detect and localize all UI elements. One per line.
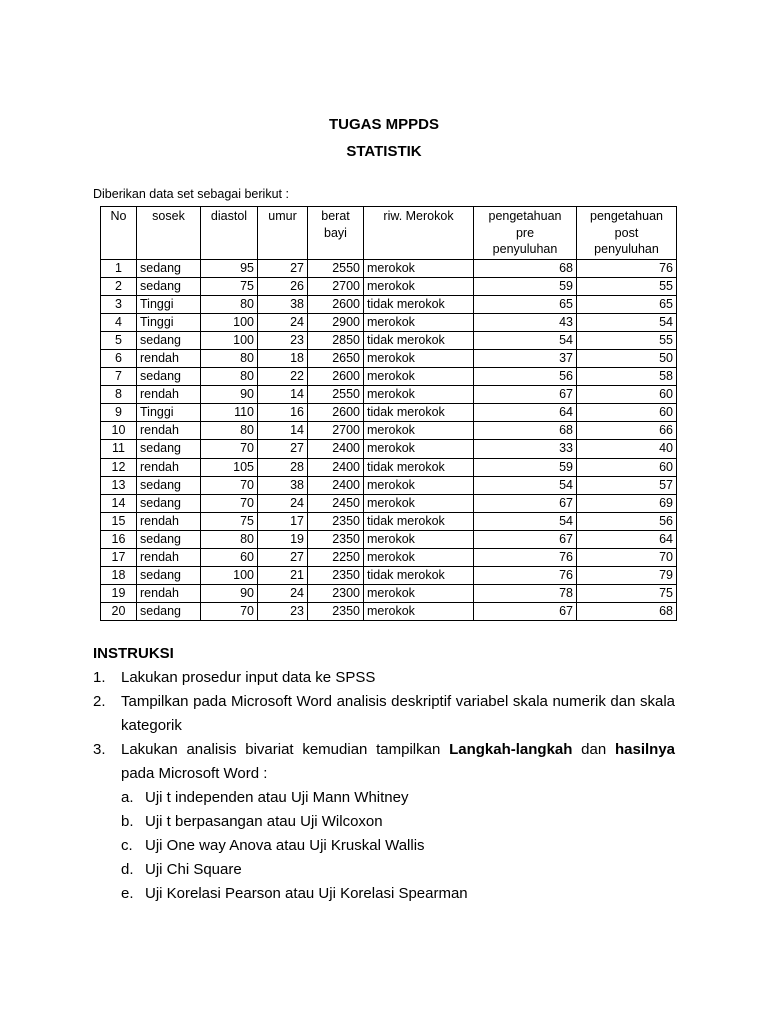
- cell-diastol: 80: [201, 368, 258, 386]
- table-row: [101, 277, 677, 295]
- cell-berat-bayi: 2400: [308, 440, 364, 458]
- sub-instruction-text: Uji Chi Square: [145, 861, 242, 878]
- cell-no: 19: [101, 585, 137, 603]
- cell-no: 6: [101, 349, 137, 367]
- instruction-bold-results: hasilnya: [614, 741, 675, 758]
- table-row: [101, 494, 677, 512]
- cell-no: 14: [101, 494, 137, 512]
- cell-pre: 59: [474, 277, 577, 295]
- cell-riw-merokok: tidak merokok: [364, 567, 474, 585]
- table-row: [101, 422, 677, 440]
- cell-post: 50: [577, 349, 677, 367]
- col-header-riw-merokok: riw. Merokok: [364, 207, 474, 260]
- table-row: [101, 458, 677, 476]
- cell-berat-bayi: 2650: [308, 349, 364, 367]
- cell-berat-bayi: 2350: [308, 530, 364, 548]
- cell-pre: 54: [474, 331, 577, 349]
- col-header-no: No: [101, 207, 137, 260]
- cell-umur: 21: [258, 567, 308, 585]
- instruction-number: 3.: [93, 741, 106, 758]
- cell-berat-bayi: 2850: [308, 331, 364, 349]
- cell-no: 20: [101, 603, 137, 621]
- cell-post: 66: [577, 422, 677, 440]
- cell-sosek: rendah: [137, 512, 201, 530]
- cell-umur: 24: [258, 313, 308, 331]
- cell-umur: 23: [258, 331, 308, 349]
- table-body: [101, 259, 677, 621]
- cell-diastol: 75: [201, 277, 258, 295]
- instruction-item: [93, 666, 675, 690]
- cell-umur: 24: [258, 494, 308, 512]
- cell-riw-merokok: merokok: [364, 422, 474, 440]
- cell-no: 10: [101, 422, 137, 440]
- cell-diastol: 100: [201, 331, 258, 349]
- sub-instruction-item: [121, 834, 675, 858]
- cell-berat-bayi: 2550: [308, 259, 364, 277]
- cell-sosek: sedang: [137, 331, 201, 349]
- cell-post: 55: [577, 331, 677, 349]
- cell-riw-merokok: merokok: [364, 386, 474, 404]
- sub-instruction-item: [121, 858, 675, 882]
- instruction-text: Tampilkan pada Microsoft Word analisis deskriptif variabel skala numerik dan skala kategorik: [121, 693, 675, 734]
- cell-diastol: 90: [201, 386, 258, 404]
- cell-riw-merokok: merokok: [364, 277, 474, 295]
- cell-umur: 26: [258, 277, 308, 295]
- cell-berat-bayi: 2400: [308, 458, 364, 476]
- cell-sosek: rendah: [137, 549, 201, 567]
- cell-no: 9: [101, 404, 137, 422]
- cell-post: 65: [577, 295, 677, 313]
- table-row: [101, 512, 677, 530]
- cell-riw-merokok: merokok: [364, 349, 474, 367]
- cell-pre: 65: [474, 295, 577, 313]
- cell-sosek: rendah: [137, 585, 201, 603]
- instruction-text: Lakukan prosedur input data ke SPSS: [121, 669, 376, 686]
- table-row: [101, 404, 677, 422]
- cell-pre: 76: [474, 549, 577, 567]
- cell-pre: 64: [474, 404, 577, 422]
- cell-pre: 43: [474, 313, 577, 331]
- cell-berat-bayi: 2350: [308, 512, 364, 530]
- cell-post: 79: [577, 567, 677, 585]
- table-row: [101, 440, 677, 458]
- cell-diastol: 95: [201, 259, 258, 277]
- cell-post: 69: [577, 494, 677, 512]
- data-table: [100, 206, 677, 621]
- cell-umur: 27: [258, 440, 308, 458]
- instruction-text-part: dan: [572, 741, 615, 758]
- cell-pre: 33: [474, 440, 577, 458]
- cell-berat-bayi: 2300: [308, 585, 364, 603]
- table-row: [101, 313, 677, 331]
- cell-sosek: Tinggi: [137, 313, 201, 331]
- cell-riw-merokok: merokok: [364, 549, 474, 567]
- cell-berat-bayi: 2350: [308, 567, 364, 585]
- cell-berat-bayi: 2600: [308, 295, 364, 313]
- cell-umur: 22: [258, 368, 308, 386]
- cell-pre: 59: [474, 458, 577, 476]
- cell-no: 15: [101, 512, 137, 530]
- cell-umur: 19: [258, 530, 308, 548]
- cell-post: 60: [577, 386, 677, 404]
- instruction-text-part: Lakukan analisis bivariat kemudian tampilkan: [121, 741, 450, 758]
- cell-umur: 14: [258, 422, 308, 440]
- cell-sosek: Tinggi: [137, 404, 201, 422]
- cell-post: 60: [577, 404, 677, 422]
- cell-riw-merokok: merokok: [364, 476, 474, 494]
- cell-diastol: 110: [201, 404, 258, 422]
- cell-diastol: 70: [201, 476, 258, 494]
- table-row: [101, 259, 677, 277]
- table-row: [101, 530, 677, 548]
- cell-pre: 78: [474, 585, 577, 603]
- cell-berat-bayi: 2600: [308, 404, 364, 422]
- instruction-bold-steps: Langkah-langkah: [449, 741, 573, 758]
- cell-post: 57: [577, 476, 677, 494]
- col-header-diastol: diastol: [201, 207, 258, 260]
- table-row: [101, 295, 677, 313]
- cell-no: 3: [101, 295, 137, 313]
- cell-riw-merokok: tidak merokok: [364, 404, 474, 422]
- cell-riw-merokok: merokok: [364, 603, 474, 621]
- cell-post: 64: [577, 530, 677, 548]
- table-row: [101, 386, 677, 404]
- cell-diastol: 70: [201, 494, 258, 512]
- sub-instruction-item: [121, 882, 675, 906]
- cell-no: 18: [101, 567, 137, 585]
- cell-sosek: rendah: [137, 422, 201, 440]
- cell-sosek: sedang: [137, 259, 201, 277]
- document-subtitle: STATISTIK: [346, 143, 422, 160]
- instructions-heading: INSTRUKSI: [93, 645, 174, 662]
- cell-riw-merokok: merokok: [364, 530, 474, 548]
- cell-pre: 76: [474, 567, 577, 585]
- col-header-berat-bayi: berat bayi: [308, 207, 364, 260]
- sub-instruction-text: Uji t berpasangan atau Uji Wilcoxon: [145, 813, 383, 830]
- cell-umur: 17: [258, 512, 308, 530]
- cell-sosek: sedang: [137, 603, 201, 621]
- cell-riw-merokok: merokok: [364, 494, 474, 512]
- cell-diastol: 70: [201, 440, 258, 458]
- sub-instruction-letter: e.: [121, 885, 134, 902]
- cell-pre: 56: [474, 368, 577, 386]
- cell-diastol: 75: [201, 512, 258, 530]
- table-row: [101, 368, 677, 386]
- cell-berat-bayi: 2400: [308, 476, 364, 494]
- table-row: [101, 585, 677, 603]
- cell-riw-merokok: merokok: [364, 313, 474, 331]
- cell-berat-bayi: 2450: [308, 494, 364, 512]
- cell-no: 4: [101, 313, 137, 331]
- cell-riw-merokok: merokok: [364, 440, 474, 458]
- cell-diastol: 100: [201, 313, 258, 331]
- instruction-text-part: pada Microsoft Word :: [121, 765, 268, 782]
- cell-post: 70: [577, 549, 677, 567]
- cell-sosek: sedang: [137, 440, 201, 458]
- cell-pre: 68: [474, 259, 577, 277]
- cell-diastol: 105: [201, 458, 258, 476]
- cell-berat-bayi: 2700: [308, 422, 364, 440]
- table-row: [101, 567, 677, 585]
- cell-post: 76: [577, 259, 677, 277]
- cell-riw-merokok: tidak merokok: [364, 458, 474, 476]
- cell-umur: 28: [258, 458, 308, 476]
- cell-pre: 68: [474, 422, 577, 440]
- table-header-row: [101, 207, 677, 260]
- cell-sosek: sedang: [137, 494, 201, 512]
- cell-pre: 54: [474, 512, 577, 530]
- sub-instruction-letter: c.: [121, 837, 133, 854]
- cell-berat-bayi: 2550: [308, 386, 364, 404]
- sub-instruction-text: Uji One way Anova atau Uji Kruskal Wallis: [145, 837, 425, 854]
- intro-text: Diberikan data set sebagai berikut :: [93, 187, 289, 201]
- cell-no: 16: [101, 530, 137, 548]
- sub-instruction-letter: a.: [121, 789, 134, 806]
- cell-umur: 16: [258, 404, 308, 422]
- cell-post: 58: [577, 368, 677, 386]
- cell-berat-bayi: 2700: [308, 277, 364, 295]
- cell-post: 40: [577, 440, 677, 458]
- cell-post: 68: [577, 603, 677, 621]
- cell-umur: 27: [258, 259, 308, 277]
- col-header-sosek: sosek: [137, 207, 201, 260]
- cell-no: 11: [101, 440, 137, 458]
- table-row: [101, 603, 677, 621]
- cell-diastol: 90: [201, 585, 258, 603]
- cell-no: 7: [101, 368, 137, 386]
- cell-berat-bayi: 2250: [308, 549, 364, 567]
- cell-post: 60: [577, 458, 677, 476]
- cell-sosek: sedang: [137, 530, 201, 548]
- sub-instruction-item: [121, 810, 675, 834]
- cell-diastol: 80: [201, 422, 258, 440]
- cell-sosek: sedang: [137, 277, 201, 295]
- cell-diastol: 80: [201, 295, 258, 313]
- sub-instruction-letter: d.: [121, 861, 134, 878]
- cell-no: 8: [101, 386, 137, 404]
- sub-instruction-letter: b.: [121, 813, 134, 830]
- cell-riw-merokok: merokok: [364, 259, 474, 277]
- table-row: [101, 349, 677, 367]
- instructions-list: [93, 666, 675, 906]
- cell-no: 5: [101, 331, 137, 349]
- sub-instruction-item: [121, 786, 675, 810]
- cell-post: 75: [577, 585, 677, 603]
- document-title: TUGAS MPPDS: [328, 116, 439, 133]
- cell-sosek: rendah: [137, 458, 201, 476]
- cell-diastol: 80: [201, 349, 258, 367]
- cell-diastol: 70: [201, 603, 258, 621]
- cell-no: 2: [101, 277, 137, 295]
- cell-no: 12: [101, 458, 137, 476]
- cell-pre: 67: [474, 494, 577, 512]
- col-header-pre: pengetahuan pre penyuluhan: [474, 207, 577, 260]
- sub-instructions-list: [121, 786, 675, 906]
- cell-diastol: 60: [201, 549, 258, 567]
- cell-sosek: Tinggi: [137, 295, 201, 313]
- cell-riw-merokok: merokok: [364, 368, 474, 386]
- table-row: [101, 549, 677, 567]
- cell-sosek: rendah: [137, 349, 201, 367]
- cell-berat-bayi: 2900: [308, 313, 364, 331]
- cell-riw-merokok: tidak merokok: [364, 512, 474, 530]
- cell-diastol: 80: [201, 530, 258, 548]
- cell-riw-merokok: tidak merokok: [364, 331, 474, 349]
- cell-berat-bayi: 2350: [308, 603, 364, 621]
- cell-post: 54: [577, 313, 677, 331]
- instruction-text: [121, 741, 675, 782]
- cell-umur: 23: [258, 603, 308, 621]
- table-row: [101, 331, 677, 349]
- cell-pre: 37: [474, 349, 577, 367]
- sub-instruction-text: Uji Korelasi Pearson atau Uji Korelasi Spearman: [145, 885, 468, 902]
- col-header-umur: umur: [258, 207, 308, 260]
- instruction-number: 2.: [93, 693, 106, 710]
- table-row: [101, 476, 677, 494]
- cell-sosek: sedang: [137, 368, 201, 386]
- cell-sosek: sedang: [137, 567, 201, 585]
- cell-umur: 14: [258, 386, 308, 404]
- sub-instruction-text: Uji t independen atau Uji Mann Whitney: [145, 789, 409, 806]
- cell-pre: 54: [474, 476, 577, 494]
- cell-pre: 67: [474, 603, 577, 621]
- cell-sosek: sedang: [137, 476, 201, 494]
- cell-riw-merokok: merokok: [364, 585, 474, 603]
- cell-no: 1: [101, 259, 137, 277]
- cell-no: 13: [101, 476, 137, 494]
- instruction-item: [93, 690, 675, 738]
- instruction-number: 1.: [93, 669, 106, 686]
- cell-post: 55: [577, 277, 677, 295]
- cell-umur: 18: [258, 349, 308, 367]
- cell-umur: 27: [258, 549, 308, 567]
- instruction-item: [93, 738, 675, 906]
- col-header-post: pengetahuan post penyuluhan: [577, 207, 677, 260]
- cell-pre: 67: [474, 530, 577, 548]
- cell-no: 17: [101, 549, 137, 567]
- cell-sosek: rendah: [137, 386, 201, 404]
- cell-umur: 38: [258, 476, 308, 494]
- cell-riw-merokok: tidak merokok: [364, 295, 474, 313]
- cell-berat-bayi: 2600: [308, 368, 364, 386]
- cell-diastol: 100: [201, 567, 258, 585]
- cell-umur: 38: [258, 295, 308, 313]
- cell-pre: 67: [474, 386, 577, 404]
- cell-umur: 24: [258, 585, 308, 603]
- cell-post: 56: [577, 512, 677, 530]
